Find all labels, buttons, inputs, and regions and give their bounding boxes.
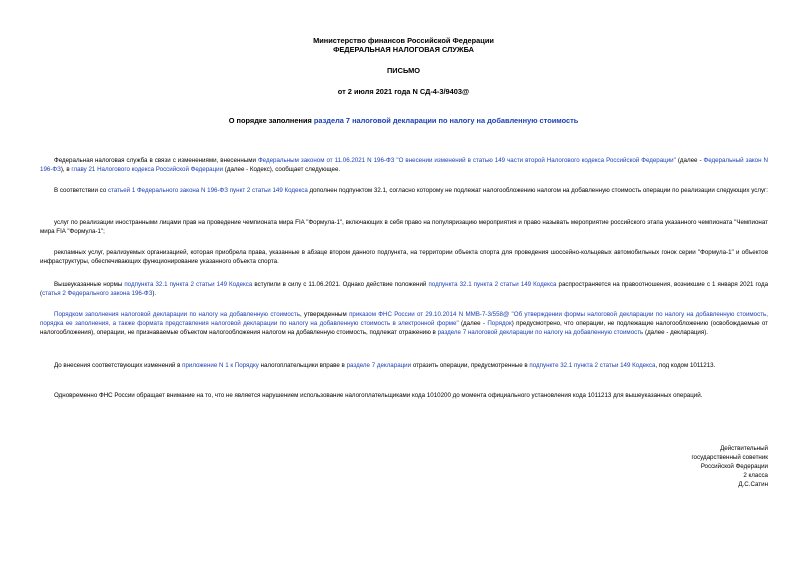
paragraph-8: Одновременно ФНС России обращает внимание на то, что не является нарушением использование налогоплательщиками кода 1010200 до момента официального установления кода 1011213 для вышеуказанных операций. — [54, 392, 703, 399]
paragraph-4: рекламных услуг, реализуемых организацией, которая приобрела права, указанные в абзаце втором данного подпункта, на территории объекта спорта для проведения шоссейно-кольцевых автомобильных гонок серии "Формула-1" и объектов инфраструктуры, обеспечивающих функционирование указанного объекта спорта. — [40, 249, 768, 265]
document-title — [0, 116, 807, 125]
code-link[interactable]: главу 21 Налогового кодекса Российской Федерации — [71, 166, 224, 173]
signature-block — [568, 444, 768, 489]
text: , утвержденным — [299, 311, 350, 318]
text: (далее - Кодекс), сообщает следующее. — [223, 166, 341, 173]
text: , под кодом 1011213. — [655, 362, 716, 369]
text: (далее - — [675, 157, 704, 164]
law-link[interactable]: статья 2 Федерального закона 196-ФЗ — [42, 290, 153, 297]
law-link[interactable]: Федеральный закон N 196-ФЗ — [40, 157, 768, 173]
article-link[interactable]: статьей 1 Федерального закона N 196-ФЗ пункт 2 статьи 149 Кодекса — [107, 187, 308, 194]
paragraph-6 — [40, 310, 768, 337]
signer-name: Д.С.Сатин — [738, 481, 768, 488]
section-link[interactable]: разделе 7 декларации — [346, 362, 412, 369]
header-ministry: Министерство финансов Российской Федерации — [313, 36, 494, 45]
procedure-link[interactable]: Порядок — [487, 320, 512, 327]
text: Вышеуказанные нормы — [54, 281, 125, 288]
article-link[interactable]: подпункта 32.1 пункта 2 статьи 149 Кодекса — [124, 281, 253, 288]
paragraph-2 — [40, 186, 768, 195]
text: ). — [152, 290, 157, 297]
text: Федеральная налоговая служба в связи с изменениями, внесенными — [54, 157, 258, 164]
signature-line: государственный советник — [691, 454, 768, 461]
paragraph-5 — [40, 280, 768, 298]
signature-line: Российской Федерации — [700, 463, 768, 470]
text: вступили в силу с 11.06.2021. Однако действие положений — [252, 281, 429, 288]
text: налогоплательщики вправе в — [258, 362, 347, 369]
header-doc-type: ПИСЬМО — [387, 66, 420, 75]
paragraph-7 — [40, 361, 768, 370]
title-link[interactable]: раздела 7 налоговой декларации по налогу на добавленную стоимость — [313, 116, 579, 125]
text: дополнен подпунктом 32.1, согласно которому не подлежат налогообложению налогом на добавленную стоимость операции по реализации следующих услуг: — [307, 187, 769, 194]
law-link[interactable]: Федеральным законом от 11.06.2021 N 196-ФЗ "О внесении изменений в статью 149 части второй Налогового кодекса Российской Федерации" — [257, 157, 676, 164]
section-link[interactable]: разделе 7 налоговой декларации по налогу на добавленную стоимость — [437, 329, 644, 336]
signature-line: Действительный — [720, 445, 768, 452]
text: До внесения соответствующих изменений в — [54, 362, 183, 369]
text: (далее - — [458, 320, 488, 327]
text: ) предусмотрено, что операции, не подлежащие налогообложению (освобождаемые от налогообложения), операции, не признаваемые объектом налогообложения налогом на добавленную стоимость, подлежат отражению в — [40, 320, 768, 336]
order-link[interactable]: приказом ФНС России от 29.10.2014 N ММВ-7-3/558@ "Об утверждении формы налоговой декларации по налогу на добавленную стоимость, порядка ее заполнения, а также формата представления налоговой декларации по налогу на добавленную стоимость в электронной форме" — [40, 311, 768, 327]
paragraph-1 — [40, 156, 768, 174]
appendix-link[interactable]: приложение N 1 к Порядку — [182, 362, 259, 369]
header-doc-date: от 2 июля 2021 года N СД-4-3/9403@ — [337, 87, 470, 96]
article-link[interactable]: подпункте 32.1 пункта 2 статьи 149 Кодекса — [529, 362, 656, 369]
text: ), в — [60, 166, 72, 173]
text: отразить операции, предусмотренные в — [411, 362, 530, 369]
title-prefix: О порядке заполнения — [228, 116, 314, 125]
signature-line: 2 класса — [743, 472, 768, 479]
paragraph-3: услуг по реализации иностранными лицами прав на проведение чемпионата мира FIA "Формула-1", включающих в себя право на популяризацию мероприятия и право называть мероприятие российского этапа указанного чемпионата "Чемпионат мира FIA "Формула-1"; — [40, 219, 768, 235]
text: распространяется на правоотношения, возникшие с 1 января 2021 года ( — [40, 281, 769, 297]
text: (далее - декларация). — [643, 329, 709, 336]
text: В соответствии со — [54, 187, 108, 194]
header-service: ФЕДЕРАЛЬНАЯ НАЛОГОВАЯ СЛУЖБА — [333, 45, 474, 54]
article-link[interactable]: подпункта 32.1 пункта 2 статьи 149 Кодекса — [428, 281, 557, 288]
procedure-link[interactable]: Порядком заполнения налоговой декларации по налогу на добавленную стоимость — [54, 311, 300, 318]
